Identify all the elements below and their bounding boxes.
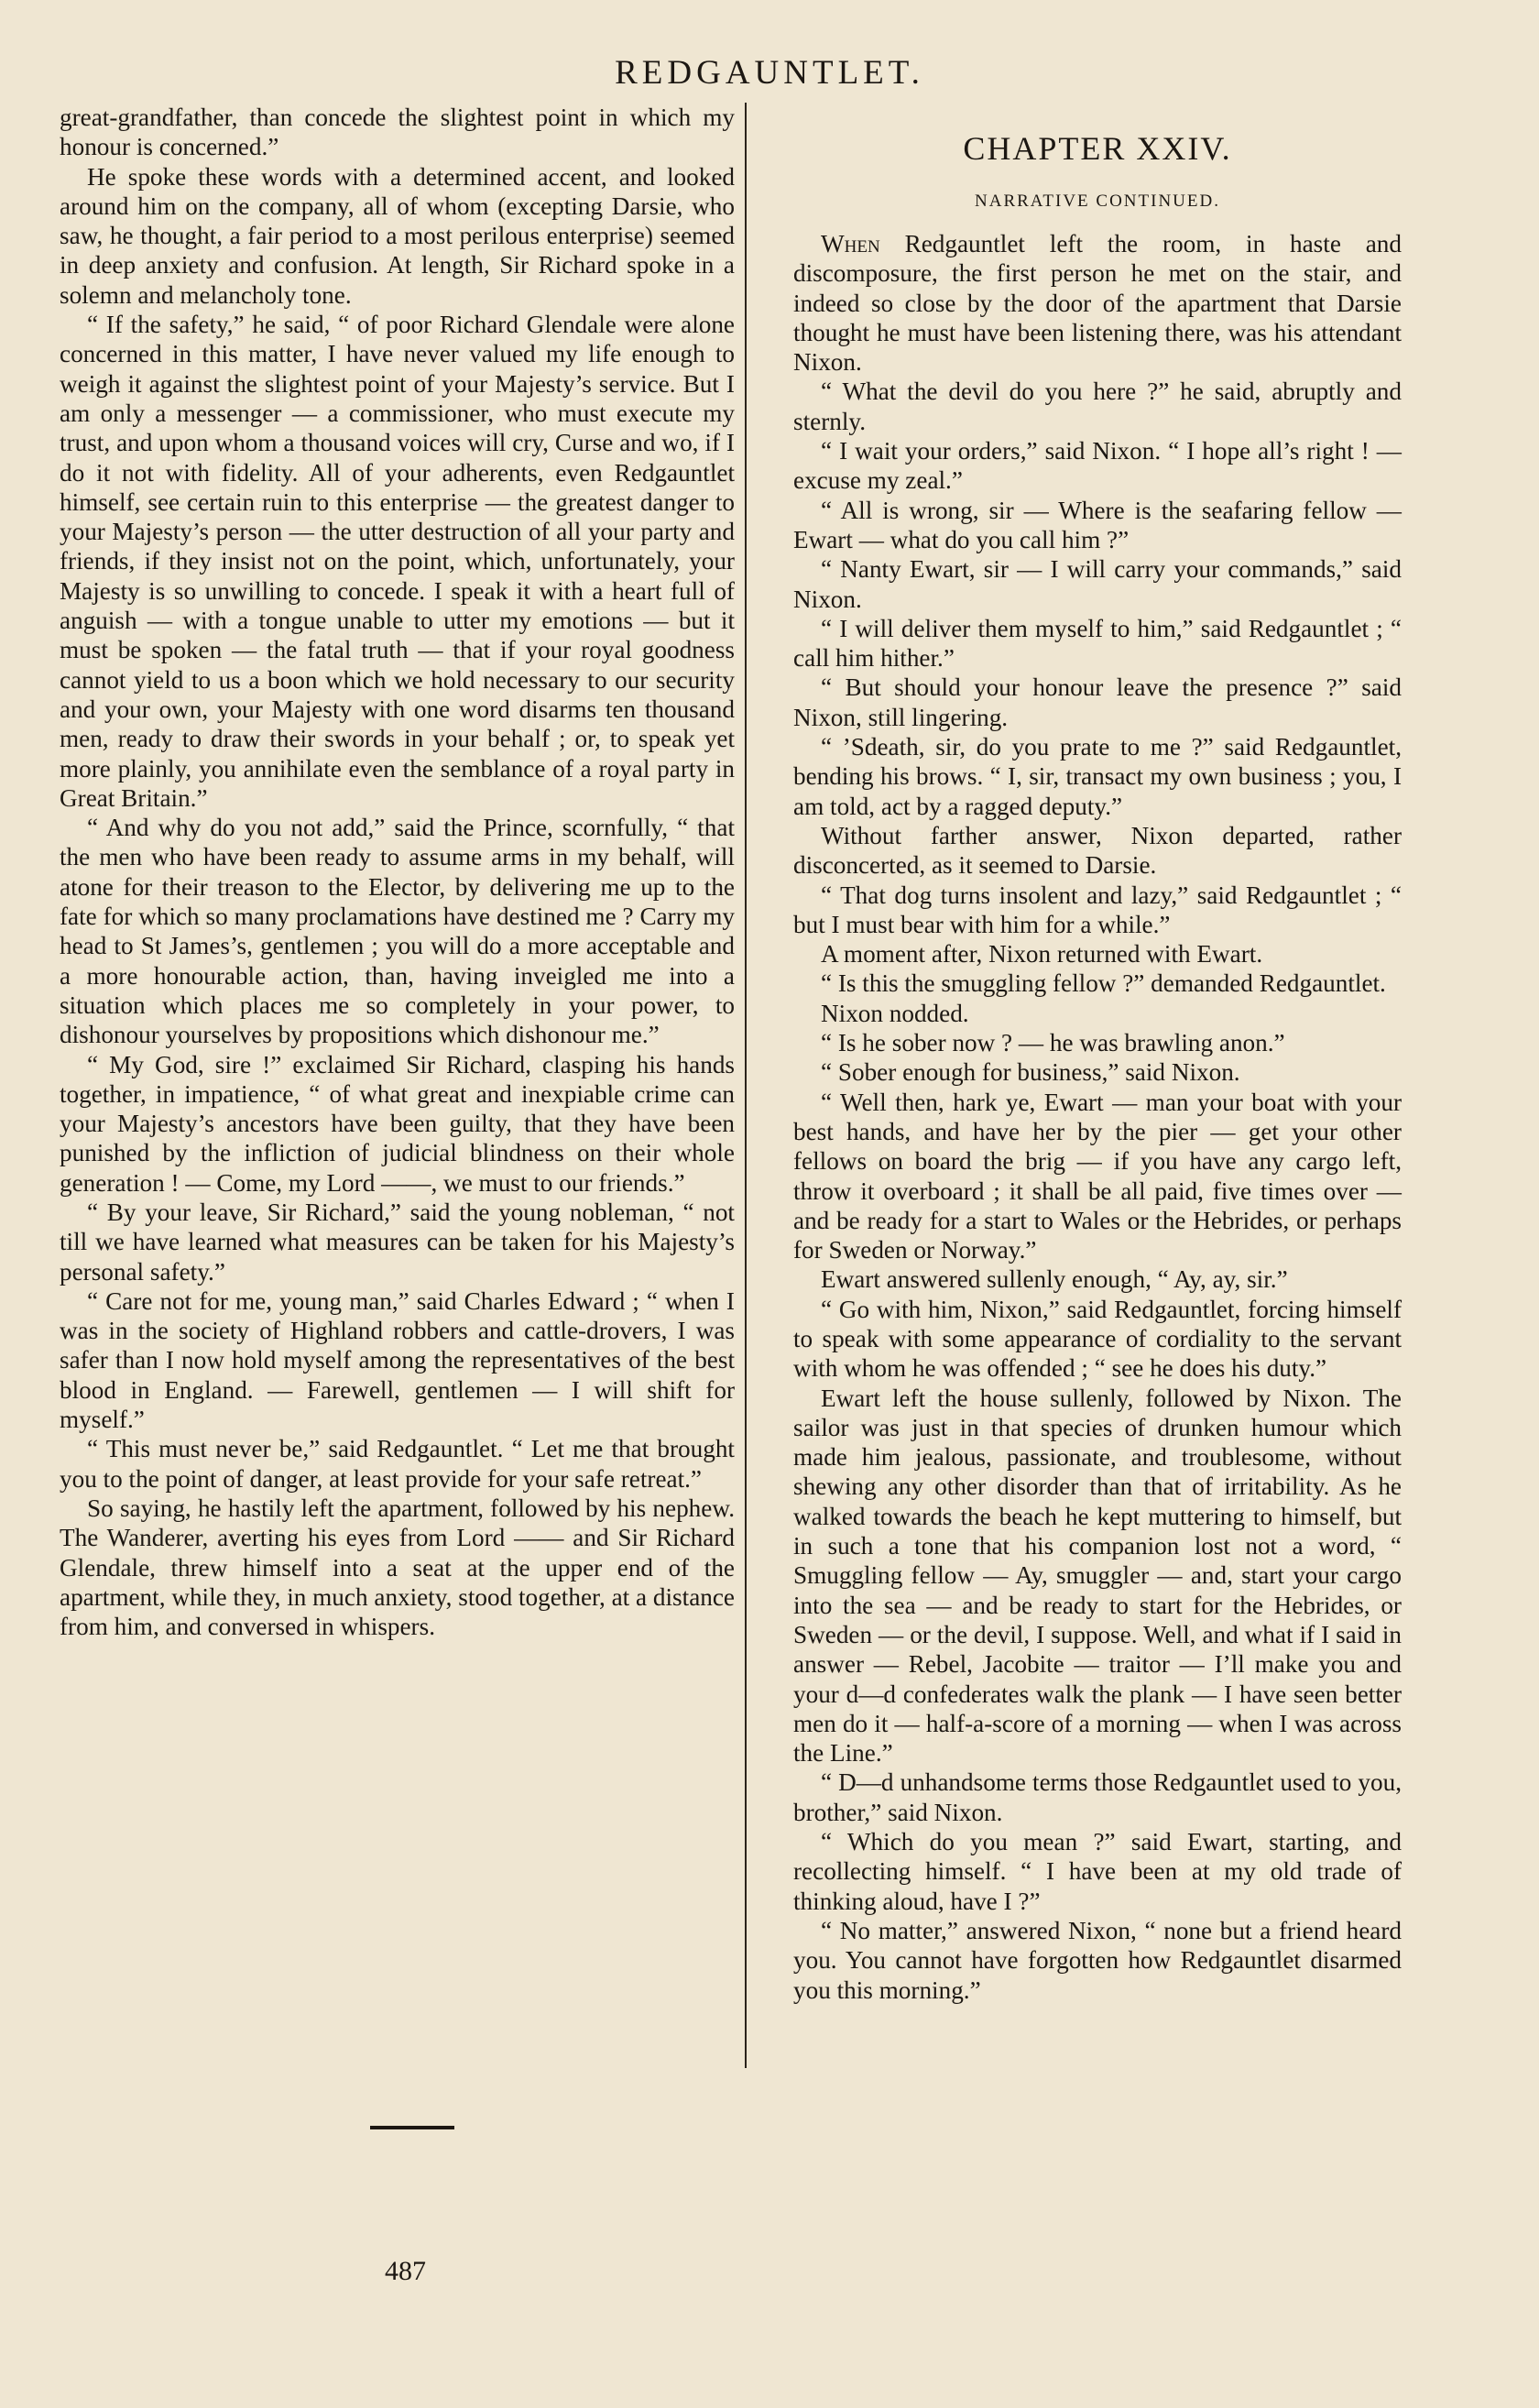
paragraph-text: Redgauntlet left the room, in haste and discomposure, the first person he met on the stair, and indeed so close by the door of the apartment that Darsie thought he must have been listening there, was his attendant Nixon.: [793, 230, 1402, 377]
paragraph: “ This must never be,” said Redgauntlet. “ Let me that brought you to the point of danger, at least provide for your safe retreat.”: [60, 1435, 735, 1493]
paragraph: “ Go with him, Nixon,” said Redgauntlet, forcing himself to speak with some appearance of cordiality to the servant with whom he was offended ; “ see he does his duty.”: [793, 1295, 1402, 1383]
page-number: 487: [385, 2256, 426, 2286]
paragraph: “ By your leave, Sir Richard,” said the young nobleman, “ not till we have learned what measures can be taken for his Majesty’s personal safety.”: [60, 1198, 735, 1286]
paragraph: A moment after, Nixon returned with Ewart.: [821, 940, 1263, 969]
paragraph: “ ’Sdeath, sir, do you prate to me ?” said Redgauntlet, bending his brows. “ I, sir, transact my own business ; you, I am told, act by a ragged deputy.”: [793, 733, 1402, 820]
paragraph: “ Well then, hark ye, Ewart — man your boat with your best hands, and have her by the pier — get your other fellows on board the brig — if you have any cargo left, throw it overboard ; it shall be all paid, five times over — and be ready for a start to Wales or the Hebrides, or perhaps for Sweden or Norway.”: [793, 1088, 1402, 1264]
paragraph: “ Is this the smuggling fellow ?” demanded Redgauntlet.: [821, 969, 1386, 998]
paragraph: “ Is he sober now ? — he was brawling anon.”: [821, 1029, 1285, 1057]
paragraph: “ Nanty Ewart, sir — I will carry your commands,” said Nixon.: [793, 555, 1402, 613]
paragraph: He spoke these words with a determined accent, and looked around him on the company, all of whom (excepting Darsie, who saw, he thought, a fair period to a most perilous enterprise) seemed in deep anxiety and confusion. At length, Sir Richard spoke in a solemn and melancholy tone.: [60, 162, 735, 309]
paragraph: Without farther answer, Nixon departed, rather disconcerted, as it seemed to Darsie.: [793, 821, 1402, 880]
running-head: REDGAUNTLET.: [615, 54, 924, 92]
chapter-title: CHAPTER XXIV.: [963, 130, 1232, 167]
paragraph: “ If the safety,” he said, “ of poor Richard Glendale were alone concerned in this matter, I have never valued my life enough to weigh it against the slightest point of your Majesty’s service. But I am only a messenger — a commissioner, who must execute my trust, and upon whom a thousand voices will cry, Curse and wo, if I do it not with fidelity. All of your adherents, even Redgauntlet himself, see certain ruin to this enterprise — the greatest danger to your Majesty’s person — the utter destruction of all your party and friends, if they insist not on the point, which, unfortunately, your Majesty is so unwilling to concede. I speak it with a heart full of anguish — with a tongue unable to utter my emotions — but it must be spoken — the fatal truth — that if your royal goodness cannot yield to us a boon which we hold necessary to our security and your own, your Majesty with one word disarms ten thousand men, ready to draw their swords in your behalf ; or, to speak yet more plainly, you annihilate even the semblance of a royal party in Great Britain.”: [60, 311, 735, 812]
lead-word: When: [821, 230, 880, 257]
paragraph: great-grandfather, than concede the slightest point in which my honour is concerned.”: [60, 104, 735, 161]
paragraph: “ But should your honour leave the presence ?” said Nixon, still lingering.: [793, 673, 1402, 731]
section-end-rule: [370, 2126, 454, 2129]
paragraph: “ And why do you not add,” said the Prince, scornfully, “ that the men who have been ready to assume arms in my behalf, will atone for their treason to the Elector, by delivering me up to the fate for which so many proclamations have destined me ? Carry my head to St James’s, gentlemen ; you will do a more acceptable and a more honourable action, than, having inveigled me into a situation which places me so completely in your power, to dishonour yourselves by propositions which dishonour me.”: [60, 814, 735, 1049]
column-divider: [745, 103, 747, 2068]
paragraph: “ I will deliver them myself to him,” said Redgauntlet ; “ call him hither.”: [793, 614, 1402, 673]
chapter-subtitle: NARRATIVE CONTINUED.: [975, 192, 1220, 211]
paragraph: “ Care not for me, young man,” said Charles Edward ; “ when I was in the society of Highland robbers and cattle-drovers, I was safer than I now hold myself among the representatives of the best blood in England. — Farewell, gentlemen — I will shift for myself.”: [60, 1286, 735, 1434]
paragraph: “ No matter,” answered Nixon, “ none but a friend heard you. You cannot have forgotten how Redgauntlet disarmed you this morning.”: [793, 1916, 1402, 2004]
paragraph: Ewart answered sullenly enough, “ Ay, ay, sir.”: [821, 1265, 1288, 1294]
paragraph: “ That dog turns insolent and lazy,” said Redgauntlet ; “ but I must bear with him for a while.”: [793, 881, 1402, 938]
left-column: [60, 103, 735, 1641]
paragraph: “ Which do you mean ?” said Ewart, starting, and recollecting himself. “ I have been at my old trade of thinking aloud, have I ?”: [793, 1828, 1402, 1915]
paragraph: So saying, he hastily left the apartment, followed by his nephew. The Wanderer, averting his eyes from Lord —— and Sir Richard Glendale, threw himself into a seat at the upper end of the apartment, while they, in much anxiety, stood together, at a distance from him, and conversed in whispers.: [60, 1494, 735, 1641]
paragraph: “ I wait your orders,” said Nixon. “ I hope all’s right ! — excuse my zeal.”: [793, 437, 1402, 495]
paragraph: [793, 229, 1402, 377]
paragraph: “ What the devil do you here ?” he said, abruptly and sternly.: [793, 378, 1402, 435]
paragraph: Ewart left the house sullenly, followed by Nixon. The sailor was just in that species of drunken humour which made him jealous, passionate, and troublesome, without shewing any other disorder than that of irritability. As he walked towards the beach he kept muttering to himself, but in such a tone that his companion lost not a word, “ Smuggling fellow — Ay, smuggler — and, start your cargo into the sea — and be ready to start for the Hebrides, or Sweden — or the devil, I suppose. Well, and what if I said in answer — Rebel, Jacobite — traitor — I’ll make you and your d—d confederates walk the plank — I have seen better men do it — half-a-score of a morning — when I was across the Line.”: [793, 1384, 1402, 1768]
paragraph: Nixon nodded.: [821, 999, 969, 1027]
right-column: [793, 103, 1402, 2005]
paragraph: “ Sober enough for business,” said Nixon.: [821, 1058, 1240, 1087]
paragraph: “ All is wrong, sir — Where is the seafaring fellow — Ewart — what do you call him ?”: [793, 496, 1402, 553]
paragraph: “ My God, sire !” exclaimed Sir Richard, clasping his hands together, in impatience, “ of what great and inexpiable crime can your Majesty’s ancestors have been guilty, that they have been punished by the infliction of judicial blindness on their whole generation ! — Come, my Lord ——, we must to our friends.”: [60, 1050, 735, 1197]
paragraph: “ D—d unhandsome terms those Redgauntlet used to you, brother,” said Nixon.: [793, 1768, 1402, 1826]
